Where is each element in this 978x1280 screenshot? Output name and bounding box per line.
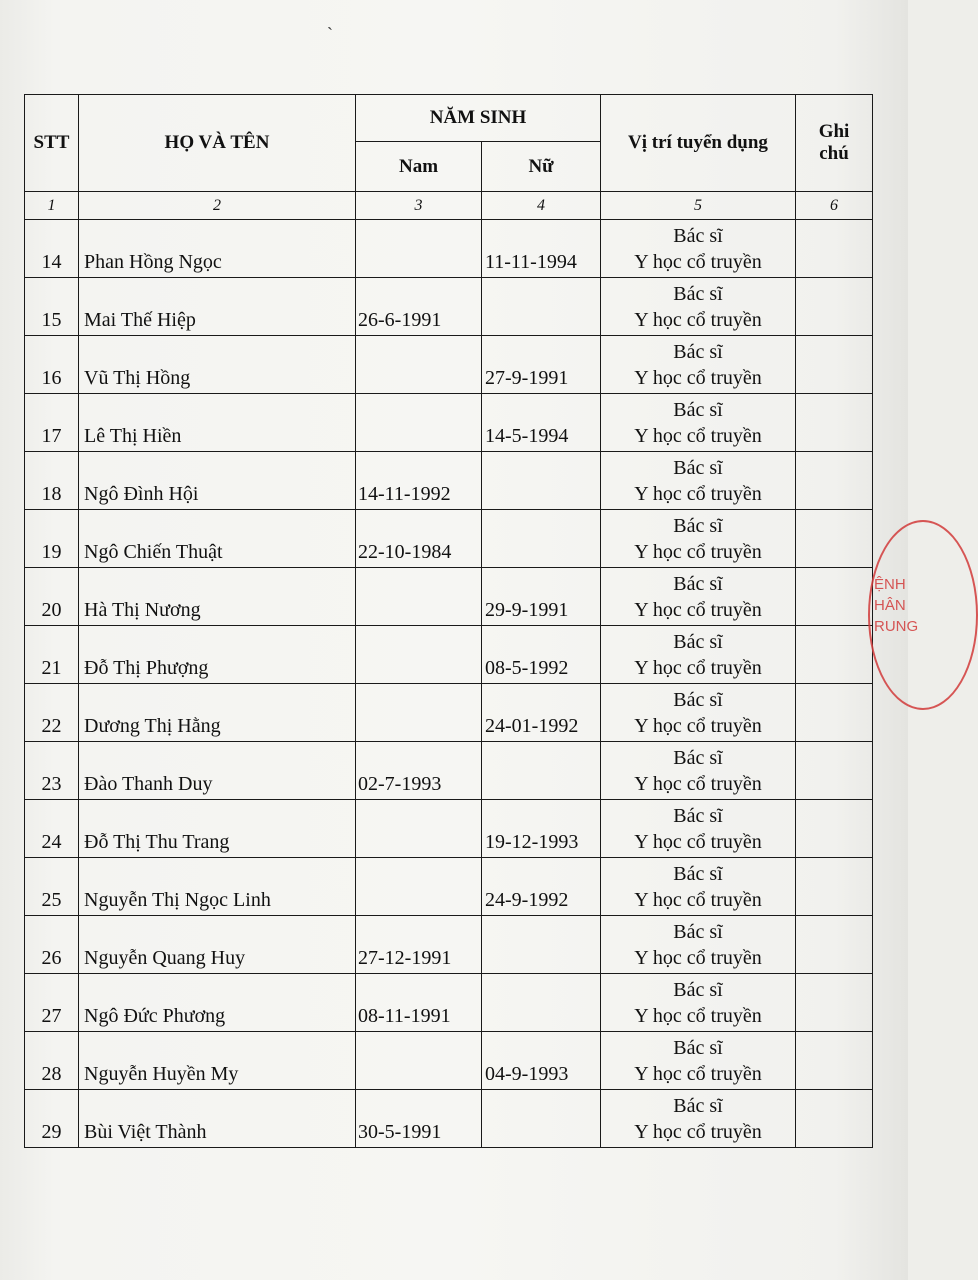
row-birth-female [482, 974, 601, 1032]
header-note-line2: chú [819, 143, 849, 164]
header-row [25, 95, 873, 142]
table-row [25, 394, 873, 452]
row-position-line: Y học cổ truyền [634, 656, 762, 679]
row-birth-female [482, 510, 601, 568]
table-row [25, 974, 873, 1032]
row-position [601, 452, 796, 510]
row-stt: 25 [25, 858, 79, 916]
row-position-line: Bác sĩ [673, 630, 723, 653]
row-note [796, 220, 873, 278]
table-body [25, 220, 873, 1148]
row-name: Ngô Đình Hội [79, 452, 356, 510]
column-number: 6 [796, 192, 873, 220]
row-stt: 15 [25, 278, 79, 336]
header-position: Vị trí tuyển dụng [601, 95, 796, 192]
row-name: Vũ Thị Hồng [79, 336, 356, 394]
row-stt: 28 [25, 1032, 79, 1090]
row-name: Phan Hồng Ngọc [79, 220, 356, 278]
row-birth-male [356, 626, 482, 684]
row-birth-male [356, 1032, 482, 1090]
table-row [25, 452, 873, 510]
row-birth-female [482, 916, 601, 974]
row-birth-male [356, 684, 482, 742]
row-position [601, 278, 796, 336]
row-position [601, 394, 796, 452]
row-position-line: Bác sĩ [673, 398, 723, 421]
row-note [796, 1090, 873, 1148]
table-row [25, 278, 873, 336]
row-stt: 19 [25, 510, 79, 568]
row-stt: 23 [25, 742, 79, 800]
row-birth-male: 22-10-1984 [356, 510, 482, 568]
row-position [601, 1032, 796, 1090]
row-stt: 16 [25, 336, 79, 394]
row-birth-female: 08-5-1992 [482, 626, 601, 684]
header-male: Nam [356, 142, 482, 192]
red-seal-stamp [868, 520, 978, 710]
row-stt: 17 [25, 394, 79, 452]
table-row [25, 858, 873, 916]
table-row [25, 626, 873, 684]
row-note [796, 800, 873, 858]
row-birth-male [356, 336, 482, 394]
row-stt: 21 [25, 626, 79, 684]
row-position-line: Y học cổ truyền [634, 888, 762, 911]
row-note [796, 974, 873, 1032]
row-position [601, 684, 796, 742]
row-birth-male: 02-7-1993 [356, 742, 482, 800]
table-row [25, 336, 873, 394]
row-birth-female [482, 742, 601, 800]
row-birth-male [356, 568, 482, 626]
row-name: Ngô Chiến Thuật [79, 510, 356, 568]
header-name: HỌ VÀ TÊN [79, 95, 356, 192]
row-birth-male: 30-5-1991 [356, 1090, 482, 1148]
column-number: 5 [601, 192, 796, 220]
column-number: 4 [482, 192, 601, 220]
row-position-line: Bác sĩ [673, 978, 723, 1001]
table-row [25, 742, 873, 800]
header-note [796, 95, 873, 192]
row-position-line: Bác sĩ [673, 920, 723, 943]
row-position [601, 336, 796, 394]
row-position [601, 568, 796, 626]
row-position-line: Bác sĩ [673, 1094, 723, 1117]
row-name: Nguyễn Quang Huy [79, 916, 356, 974]
row-birth-female: 19-12-1993 [482, 800, 601, 858]
row-stt: 20 [25, 568, 79, 626]
row-birth-female [482, 452, 601, 510]
row-birth-male: 14-11-1992 [356, 452, 482, 510]
row-name: Mai Thế Hiệp [79, 278, 356, 336]
row-position-line: Y học cổ truyền [634, 946, 762, 969]
table-row [25, 568, 873, 626]
table-row [25, 220, 873, 278]
row-name: Đỗ Thị Thu Trang [79, 800, 356, 858]
row-birth-male [356, 394, 482, 452]
row-birth-female: 24-01-1992 [482, 684, 601, 742]
row-position-line: Y học cổ truyền [634, 1120, 762, 1143]
row-position-line: Y học cổ truyền [634, 250, 762, 273]
row-note [796, 336, 873, 394]
row-note [796, 742, 873, 800]
row-birth-male: 08-11-1991 [356, 974, 482, 1032]
row-position [601, 800, 796, 858]
row-note [796, 1032, 873, 1090]
row-name: Đỗ Thị Phượng [79, 626, 356, 684]
row-position-line: Y học cổ truyền [634, 540, 762, 563]
row-stt: 26 [25, 916, 79, 974]
row-position [601, 858, 796, 916]
row-note [796, 684, 873, 742]
row-birth-male: 26-6-1991 [356, 278, 482, 336]
row-stt: 18 [25, 452, 79, 510]
row-position [601, 742, 796, 800]
row-note [796, 394, 873, 452]
row-position-line: Y học cổ truyền [634, 308, 762, 331]
row-name: Đào Thanh Duy [79, 742, 356, 800]
row-position-line: Bác sĩ [673, 340, 723, 363]
row-stt: 14 [25, 220, 79, 278]
table-row [25, 1032, 873, 1090]
row-position-line: Y học cổ truyền [634, 482, 762, 505]
row-position [601, 1090, 796, 1148]
row-position-line: Bác sĩ [673, 862, 723, 885]
row-position-line: Bác sĩ [673, 804, 723, 827]
row-position-line: Y học cổ truyền [634, 772, 762, 795]
table-row [25, 684, 873, 742]
row-birth-female: 29-9-1991 [482, 568, 601, 626]
row-birth-female: 14-5-1994 [482, 394, 601, 452]
row-position-line: Bác sĩ [673, 514, 723, 537]
row-note [796, 626, 873, 684]
row-position [601, 510, 796, 568]
row-position-line: Bác sĩ [673, 282, 723, 305]
row-position-line: Bác sĩ [673, 688, 723, 711]
row-birth-female [482, 1090, 601, 1148]
row-name: Dương Thị Hằng [79, 684, 356, 742]
table-row [25, 800, 873, 858]
row-position-line: Bác sĩ [673, 224, 723, 247]
row-position [601, 626, 796, 684]
row-note [796, 916, 873, 974]
row-position [601, 974, 796, 1032]
candidate-table [24, 94, 873, 1148]
row-stt: 27 [25, 974, 79, 1032]
table-row [25, 916, 873, 974]
row-position-line: Y học cổ truyền [634, 714, 762, 737]
row-name: Lê Thị Hiền [79, 394, 356, 452]
header-stt: STT [25, 95, 79, 192]
row-note [796, 452, 873, 510]
stamp-text: RUNG [874, 618, 919, 635]
row-position-line: Y học cổ truyền [634, 1062, 762, 1085]
row-birth-male [356, 858, 482, 916]
row-position-line: Y học cổ truyền [634, 424, 762, 447]
row-name: Nguyễn Thị Ngọc Linh [79, 858, 356, 916]
column-number: 1 [25, 192, 79, 220]
stray-mark: ` [327, 24, 333, 44]
row-stt: 22 [25, 684, 79, 742]
row-note [796, 568, 873, 626]
row-birth-female: 27-9-1991 [482, 336, 601, 394]
row-position-line: Y học cổ truyền [634, 366, 762, 389]
row-position-line: Y học cổ truyền [634, 830, 762, 853]
table-row [25, 510, 873, 568]
row-position-line: Bác sĩ [673, 456, 723, 479]
row-name: Nguyễn Huyền My [79, 1032, 356, 1090]
header-note-line1: Ghi [818, 121, 850, 142]
row-position-line: Y học cổ truyền [634, 1004, 762, 1027]
row-name: Bùi Việt Thành [79, 1090, 356, 1148]
row-position-line: Bác sĩ [673, 1036, 723, 1059]
row-stt: 24 [25, 800, 79, 858]
row-name: Ngô Đức Phương [79, 974, 356, 1032]
row-note [796, 510, 873, 568]
row-position-line: Bác sĩ [673, 746, 723, 769]
column-number: 3 [356, 192, 482, 220]
row-position [601, 916, 796, 974]
row-birth-female: 24-9-1992 [482, 858, 601, 916]
row-birth-male [356, 220, 482, 278]
stamp-text: ỆNH [874, 576, 906, 593]
row-note [796, 858, 873, 916]
row-name: Hà Thị Nương [79, 568, 356, 626]
header-female: Nữ [482, 142, 601, 192]
table-row [25, 1090, 873, 1148]
header-birth-year: NĂM SINH [356, 95, 601, 142]
row-position-line: Y học cổ truyền [634, 598, 762, 621]
column-number-row [25, 192, 873, 220]
column-number: 2 [79, 192, 356, 220]
row-birth-female [482, 278, 601, 336]
row-birth-female: 11-11-1994 [482, 220, 601, 278]
stamp-text: HÂN [874, 597, 906, 614]
row-birth-female: 04-9-1993 [482, 1032, 601, 1090]
row-position-line: Bác sĩ [673, 572, 723, 595]
row-note [796, 278, 873, 336]
row-birth-male [356, 800, 482, 858]
row-position [601, 220, 796, 278]
row-birth-male: 27-12-1991 [356, 916, 482, 974]
row-stt: 29 [25, 1090, 79, 1148]
